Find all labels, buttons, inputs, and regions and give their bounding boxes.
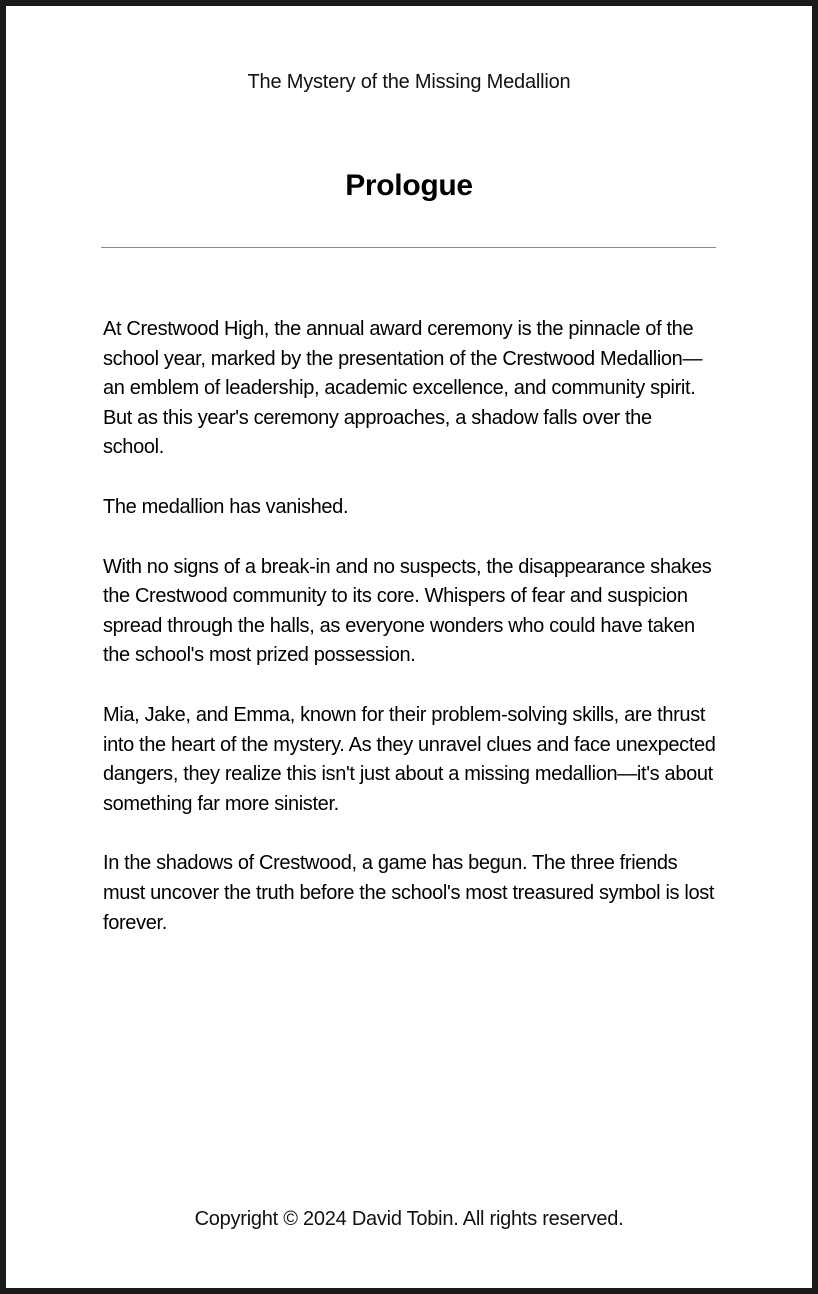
running-title: The Mystery of the Missing Medallion	[247, 71, 571, 93]
paragraph: Mia, Jake, and Emma, known for their problem-solving skills, are thrust into the heart of the mystery. As they unravel clues and face unexpected dangers, they realize this isn't just about a missing medallion—it's about something far more sinister.	[103, 703, 716, 815]
paragraph: At Crestwood High, the annual award ceremony is the pinnacle of the school year, marked by the presentation of the Crestwood Medallion—an emblem of leadership, academic excellence, and community spirit. But as this year's ceremony approaches, a shadow falls over the school.	[103, 318, 703, 459]
title-divider	[101, 247, 716, 248]
paragraph: With no signs of a break-in and no suspects, the disappearance shakes the Crestwood community to its core. Whispers of fear and suspicion spread through the halls, as everyone wonders who could have taken the school's most prized possession.	[103, 555, 712, 667]
chapter-title: Prologue	[345, 169, 473, 202]
paragraph: The medallion has vanished.	[103, 495, 349, 518]
chapter-body	[103, 315, 717, 968]
copyright-footer: Copyright © 2024 David Tobin. All rights reserved.	[194, 1208, 624, 1230]
paragraph: In the shadows of Crestwood, a game has begun. The three friends must uncover the truth before the school's most treasured symbol is lost forever.	[103, 852, 715, 934]
